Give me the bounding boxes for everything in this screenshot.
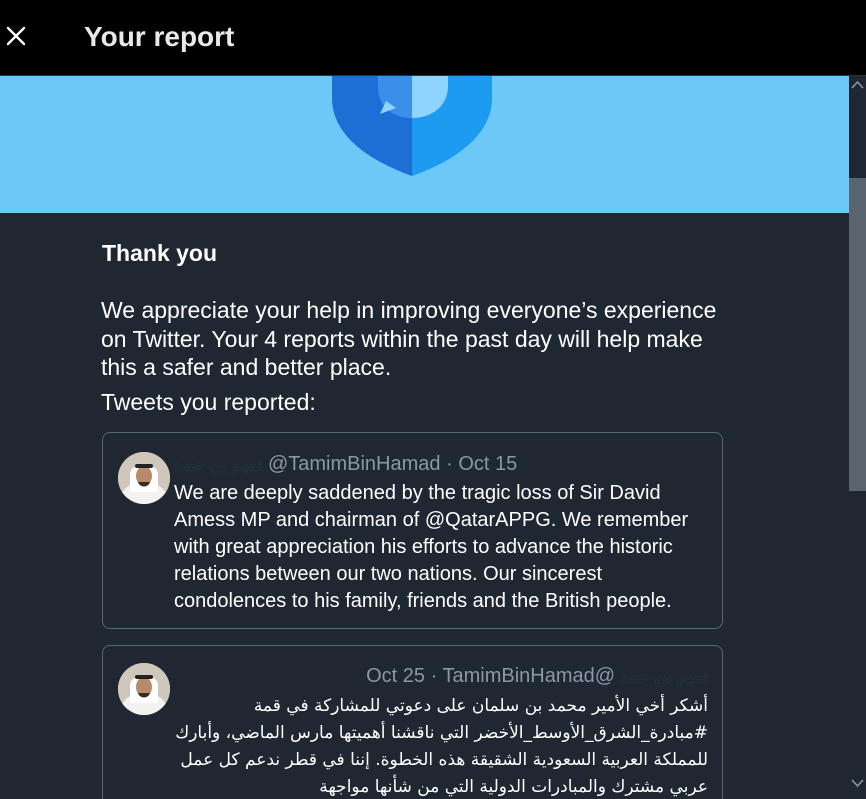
scroll-up-arrow-icon[interactable]	[851, 80, 864, 90]
thank-you-message: We appreciate your help in improving everyone’s experience on Twitter. Your 4 reports within the past day will help make this a safer and better place.	[101, 297, 717, 380]
top-bar	[0, 0, 866, 75]
tweet-handle[interactable]: @TamimBinHamad	[267, 453, 441, 475]
scrollbar[interactable]	[849, 76, 866, 799]
page-title: Your report	[84, 21, 235, 52]
tweet-meta	[366, 665, 708, 688]
avatar	[118, 663, 170, 715]
tweet-date[interactable]: Oct 25	[366, 665, 426, 687]
close-button[interactable]	[2, 18, 30, 54]
tweet-handle[interactable]: TamimBinHamad@	[442, 665, 616, 687]
close-icon	[5, 25, 27, 47]
meta-separator: ·	[430, 665, 438, 687]
reported-tweet-card[interactable]	[102, 645, 723, 799]
shield-speech-bubble-icon	[330, 76, 495, 178]
scroll-down-arrow-icon[interactable]	[851, 778, 864, 788]
tweet-text: أشكر أخي الأمير محمد بن سلمان على دعوتي للمشاركة في قمة #مبادرة_الشرق_الأوسط_الأخضر التي ناقشنا أهميتها مارس الماضي، وأبارك للمملكة العربية السعودية الشقيقة هذه الخطوة. إننا في قطر ندعم كل عمل عربي مشترك والمبادرات الدولية التي من شأنها مواجهة	[175, 696, 708, 797]
tweet-date[interactable]: Oct 15	[458, 453, 518, 475]
thank-you-heading: Thank you	[102, 240, 218, 266]
tweet-meta	[175, 453, 517, 476]
meta-separator: ·	[446, 453, 453, 475]
banner	[0, 76, 849, 213]
reported-tweet-card[interactable]	[102, 432, 723, 629]
avatar	[118, 452, 170, 504]
report-content	[0, 76, 849, 799]
display-name[interactable]: تميم بن حمد	[175, 455, 263, 474]
scrollbar-thumb[interactable]	[849, 178, 866, 491]
tweet-text: We are deeply saddened by the tragic loss of Sir David Amess MP and chairman of @QatarAPPG. We remember with great appreciation his efforts to advance the historic relations between our two nations. Our sincerest condolences to his family, friends and the British people.	[174, 482, 689, 612]
display-name[interactable]: تميم بن حمد	[620, 667, 708, 686]
reported-tweets-label: Tweets you reported:	[101, 389, 316, 415]
